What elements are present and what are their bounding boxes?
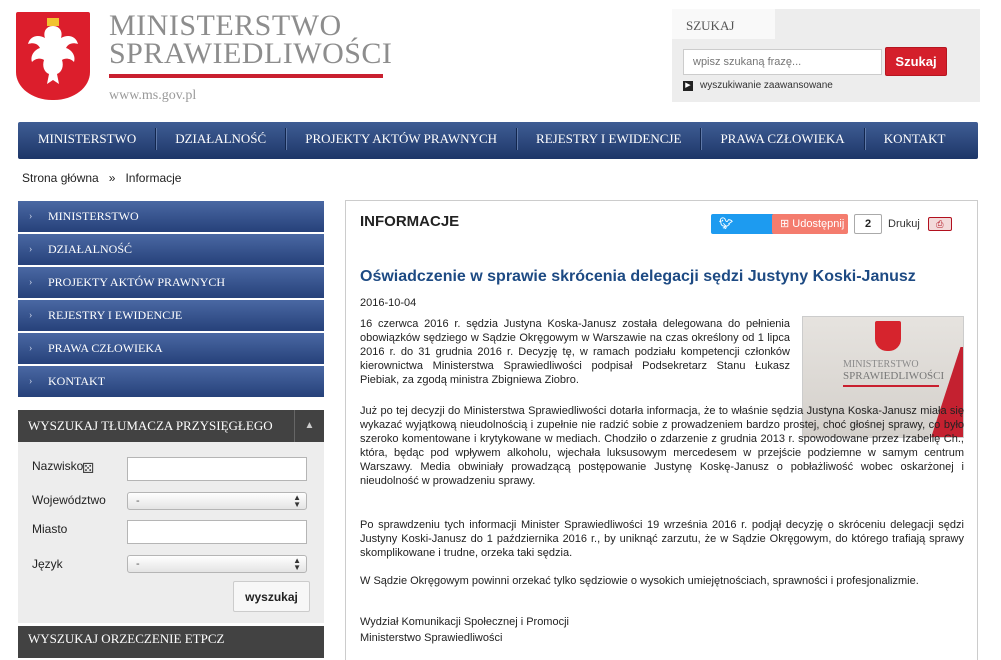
voivodeship-label: Województwo <box>32 493 106 507</box>
nav-item-projekty[interactable]: PROJEKTY AKTÓW PRAWNYCH <box>285 122 516 156</box>
breadcrumb-home[interactable]: Strona główna <box>22 171 99 185</box>
signature-line2: Ministerstwo Sprawiedliwości <box>360 632 503 644</box>
city-label: Miasto <box>32 522 68 536</box>
voivodeship-select[interactable] <box>127 492 307 510</box>
select-arrows-icon: ▲ ▼ <box>293 493 301 509</box>
article-paragraph: Już po tej decyzji do Ministerstwa Sprawiedliwości dotarła informacja, że to właśnie sędzia Justyna Koska-Janusz miała się wykazać wyjątkową nieudolnością i zupełnie nie radzić sobie z prowadzeniem bardzo prostej, choć głośnej sprawy, co było szeroko komentowane i krytykowane w mediach. Chodziło o zdarzenie z grudnia 2013 r. spowodowane przez Izabellę Ch., która, będąc pod wpływem alkoholu, wjechała luksusowym mercedesem w przejście podziemne w samym centrum Warszawy. Media obwiniały prowadzącą postępowanie Justynę Koskę-Janusz o pobłażliwość wobec oskarżonej i nieudolność w prowadzeniu sprawy. <box>360 405 964 487</box>
sidebar-menu <box>18 201 324 399</box>
sidebar-item-label: MINISTERSTWO <box>48 209 139 223</box>
article-paragraph: W Sądzie Okręgowym powinni orzekać tylko sędziowie o wysokich umiejętnościach, sprawności i profesjonalizmie. <box>360 575 919 587</box>
chevron-right-icon: › <box>29 244 33 255</box>
sidebar-item-prawa[interactable] <box>18 333 324 364</box>
city-input[interactable] <box>127 520 307 544</box>
translator-heading-label: WYSZUKAJ TŁUMACZA PRZYSIĘGŁEGO <box>28 418 273 433</box>
language-select[interactable] <box>127 555 307 573</box>
tweet-button[interactable] <box>711 214 775 250</box>
chevron-right-icon: › <box>29 277 33 288</box>
surname-input[interactable] <box>127 457 307 481</box>
translator-search-form <box>18 442 324 623</box>
article-date: 2016-10-04 <box>360 297 417 309</box>
sidebar-item-ministerstwo[interactable] <box>18 201 324 232</box>
nav-item-prawa[interactable]: PRAWA CZŁOWIEKA <box>700 122 863 156</box>
nav-item-rejestry[interactable]: REJESTRY I EWIDENCJE <box>516 122 700 156</box>
breadcrumb-current: Informacje <box>125 171 182 185</box>
article-panel <box>345 200 978 660</box>
dice-icon[interactable]: ⚄ <box>82 460 95 476</box>
language-label: Język <box>32 557 63 571</box>
echr-search-heading[interactable] <box>18 626 324 658</box>
share-toolbar <box>711 214 952 250</box>
tweet-label: Tweetnij <box>719 238 763 250</box>
sidebar-item-kontakt[interactable] <box>18 366 324 397</box>
logo-url[interactable]: www.ms.gov.pl <box>109 88 197 103</box>
nav-item-ministerstwo[interactable]: MINISTERSTWO <box>38 131 137 146</box>
echr-heading-label: WYSZUKAJ ORZECZENIE ETPCZ <box>28 631 225 646</box>
signature-line1: Wydział Komunikacji Społecznej i Promocji <box>360 616 569 628</box>
share-label: Udostępnij <box>792 218 845 230</box>
article-paragraph: 16 czerwca 2016 r. sędzia Justyna Koska-Janusz została delegowana do pełnienia obowiązków sędziego w Sądzie Okręgowym w Warszawie na czas określony od 1 lipca 2016 r. do 31 grudnia 2016 r. Decyzję tę, w ramach podziału kompetencji członków kierownictwa Ministerstwa Sprawiedliwości podpisał Podsekretarz Stanu Łukasz Piebiak, za zgodą ministra Zbigniewa Ziobro. <box>360 318 790 386</box>
article-paragraph: Po sprawdzeniu tych informacji Minister Sprawiedliwości 19 września 2016 r. podjął decyzję o skróceniu delegacji sędzi Justyny Koski-Janusz do 1 października 2016 r., by uniknąć zarzutu, że w Sądzie Okręgowym, do którego trafiają sprawy skomplikowane i trudne, orzeka taki sędzia. <box>360 519 964 559</box>
voivodeship-value: - <box>136 495 140 507</box>
eagle-emblem-icon <box>875 321 901 351</box>
main-nav <box>18 122 978 159</box>
sidebar-item-rejestry[interactable] <box>18 300 324 331</box>
section-title: INFORMACJE <box>360 213 460 230</box>
language-value: - <box>136 558 140 570</box>
logo-divider <box>109 74 383 78</box>
search-tab[interactable]: SZUKAJ <box>672 9 775 39</box>
nav-item-kontakt[interactable]: KONTAKT <box>864 122 965 156</box>
translator-search-button[interactable]: wyszukaj <box>233 581 310 612</box>
chevron-right-icon: › <box>29 310 33 321</box>
select-arrows-icon: ▲ ▼ <box>293 556 301 572</box>
photo-text-line2: SPRAWIEDLIWOŚCI <box>843 370 945 382</box>
chevron-right-icon: › <box>29 376 33 387</box>
breadcrumb <box>22 171 181 185</box>
photo-divider <box>843 385 939 387</box>
nav-item-dzialalnosc[interactable]: DZIAŁALNOŚĆ <box>155 122 285 156</box>
plus-icon: ⊞ <box>780 218 790 230</box>
print-label[interactable]: Drukuj <box>888 218 920 230</box>
chevron-right-icon: › <box>29 343 33 354</box>
share-button[interactable] <box>772 214 848 234</box>
collapse-icon[interactable]: ▲ <box>294 410 324 442</box>
sidebar-item-dzialalnosc[interactable] <box>18 234 324 265</box>
photo-text-line1: MINISTERSTWO <box>843 359 919 370</box>
search-panel <box>672 9 980 102</box>
sidebar-item-label: PRAWA CZŁOWIEKA <box>48 341 163 355</box>
sidebar-item-label: DZIAŁALNOŚĆ <box>48 242 132 256</box>
advanced-search-link[interactable] <box>683 80 833 91</box>
breadcrumb-separator: » <box>108 171 116 185</box>
arrow-right-icon: ▶ <box>683 81 693 91</box>
polish-eagle-emblem-icon[interactable] <box>16 12 90 100</box>
logo-title-line2[interactable]: SPRAWIEDLIWOŚCI <box>109 37 393 70</box>
advanced-search-label: wyszukiwanie zaawansowane <box>700 80 833 91</box>
search-button[interactable]: Szukaj <box>885 47 947 76</box>
twitter-bird-icon: 🐦︎ <box>719 218 733 230</box>
chevron-right-icon: › <box>29 211 33 222</box>
search-input[interactable] <box>683 49 882 75</box>
print-icon[interactable]: ⎙ <box>928 217 952 231</box>
sidebar-item-label: REJESTRY I EWIDENCJE <box>48 308 183 322</box>
sidebar-item-projekty[interactable] <box>18 267 324 298</box>
sidebar-item-label: KONTAKT <box>48 374 106 388</box>
surname-label: Nazwisko <box>32 459 84 473</box>
logo-title-line1[interactable]: MINISTERSTWO <box>109 9 342 42</box>
share-count: 2 <box>854 214 882 234</box>
article-title: Oświadczenie w sprawie skrócenia delegacji sędzi Justyny Koski-Janusz <box>360 268 916 285</box>
header <box>0 0 1001 120</box>
sidebar-item-label: PROJEKTY AKTÓW PRAWNYCH <box>48 275 226 289</box>
translator-search-heading <box>18 410 324 442</box>
